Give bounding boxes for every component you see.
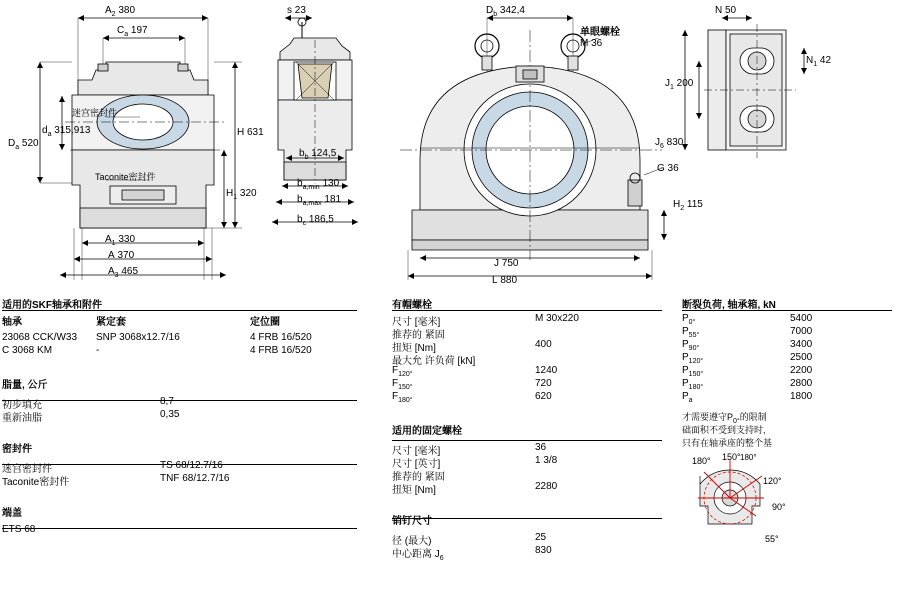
dim-Da: $D_a$ 520 bbox=[8, 138, 39, 151]
angle-label-120: 120° bbox=[763, 476, 782, 486]
left-s3-r0c0: 迷宫密封件 bbox=[2, 464, 52, 475]
middle-table bbox=[390, 296, 670, 562]
mid-s3-title: 销钉尺寸 bbox=[392, 516, 432, 527]
dim-A1: $A_1$ 330 bbox=[105, 234, 136, 247]
right-title: 断裂负荷, 轴承箱, kN bbox=[682, 300, 776, 311]
value-eye-bolt-size: M 36 bbox=[580, 38, 603, 49]
mid-s2-r3c0: 扭矩 [Nm] bbox=[392, 485, 436, 496]
mid-s1-r5c1: 720 bbox=[535, 378, 552, 389]
dim-N: N 50 bbox=[715, 5, 737, 16]
mid-s1-r1c0: 推荐的 紧固 bbox=[392, 330, 445, 341]
mid-s2-r0c1: 36 bbox=[535, 442, 547, 453]
dim-A2: $A_2$ 380 bbox=[105, 5, 136, 18]
angle-label-55: 55° bbox=[765, 534, 779, 544]
dim-J6: $J_6$ 830 bbox=[655, 137, 684, 150]
mid-s3-r0c0: 径 (最大) bbox=[392, 536, 432, 547]
right-note-line3: 只有在轴承座的整个基 bbox=[682, 438, 773, 448]
mid-s2-r1c0: 尺寸 [英寸] bbox=[392, 459, 441, 470]
left-s2-title: 脂量, 公斤 bbox=[2, 380, 48, 391]
drawing-area bbox=[0, 0, 900, 290]
left-s4-r0c0: ETS 68 bbox=[2, 524, 36, 535]
left-s1-r1c2: 4 FRB 16/520 bbox=[250, 345, 312, 356]
right-r5c1: 2800 bbox=[790, 378, 813, 389]
mid-s1-r5c0: $F_{150^\circ}$ bbox=[392, 378, 413, 391]
svg-text:180°: 180° bbox=[740, 454, 757, 462]
side-view-drawing bbox=[390, 0, 680, 290]
mid-s2-r2c0: 推荐的 紧固 bbox=[392, 472, 445, 483]
left-s3-r1c1: TNF 68/12.7/16 bbox=[160, 473, 230, 484]
dim-bc: $b_c$ 186,5 bbox=[297, 214, 334, 227]
mid-s1-r4c1: 1240 bbox=[535, 365, 558, 376]
base-view-dim-left bbox=[655, 0, 715, 200]
dim-L: L 880 bbox=[492, 275, 518, 286]
mid-s2-title: 适用的固定螺栓 bbox=[392, 426, 462, 437]
left-s2-r1c0: 重新油脂 bbox=[2, 413, 42, 424]
dim-G: G 36 bbox=[657, 163, 679, 174]
right-r1c0: $P_{55^\circ}$ bbox=[682, 326, 700, 339]
right-r0c1: 5400 bbox=[790, 313, 813, 324]
front-view-drawing bbox=[10, 0, 270, 290]
left-s4-title: 端盖 bbox=[2, 508, 22, 519]
left-s1-r1c0: C 3068 KM bbox=[2, 345, 53, 356]
mid-s1-title: 有帽螺栓 bbox=[392, 300, 432, 311]
dim-Ca: $C_a$ 197 bbox=[117, 25, 148, 38]
right-r6c0: $P_a$ bbox=[682, 391, 693, 404]
right-r3c0: $P_{120^\circ}$ bbox=[682, 352, 704, 365]
mid-s2-r3c1: 2280 bbox=[535, 481, 558, 492]
note-taconite-seal: Taconite密封件 bbox=[95, 172, 156, 182]
right-r5c0: $P_{180^\circ}$ bbox=[682, 378, 704, 391]
mid-s1-r6c0: $F_{180^\circ}$ bbox=[392, 391, 413, 404]
left-table bbox=[0, 296, 360, 535]
right-note-line2: 础面积不受到支持时, bbox=[682, 425, 766, 435]
right-r4c0: $P_{150^\circ}$ bbox=[682, 365, 704, 378]
mid-s1-r2c0: 扭矩 [Nm] bbox=[392, 343, 436, 354]
left-s1-title: 适用的SKF轴承和附件 bbox=[2, 300, 102, 311]
angle-label-150: 150° bbox=[722, 452, 741, 462]
dim-J1: $J_1$ 200 bbox=[665, 78, 694, 91]
left-s2-r0c0: 初步填充 bbox=[2, 400, 42, 411]
left-s1-h0: 轴承 bbox=[2, 317, 22, 328]
dim-bb: $b_b$ 124,5 bbox=[299, 148, 337, 161]
left-s1-h1: 紧定套 bbox=[96, 317, 126, 328]
note-labyrinth-seal: 迷宫密封件 bbox=[72, 108, 118, 118]
mid-s3-r0c1: 25 bbox=[535, 532, 547, 543]
right-r4c1: 2200 bbox=[790, 365, 813, 376]
mid-s3-r1c0: 中心距离 $J_6$ bbox=[392, 549, 444, 562]
left-s1-r0c1: SNP 3068x12.7/16 bbox=[96, 332, 180, 343]
mid-s1-r3c0: 最大允 许负荷 [kN] bbox=[392, 356, 476, 367]
mid-s1-r0c0: 尺寸 [毫米] bbox=[392, 317, 441, 328]
mid-s1-r4c0: $F_{120^\circ}$ bbox=[392, 365, 413, 378]
base-view-drawing bbox=[700, 0, 880, 200]
left-s2-r1c1: 0,35 bbox=[160, 409, 180, 420]
right-r2c0: $P_{90^\circ}$ bbox=[682, 339, 700, 352]
dim-ba-max: $b_{a,max}$ 181 bbox=[297, 194, 342, 207]
left-s3-title: 密封件 bbox=[2, 444, 32, 455]
section-view-drawing bbox=[250, 0, 390, 290]
left-s3-r0c1: TS 68/12.7/16 bbox=[160, 460, 223, 471]
right-note-line1: 才需要遵守$P_{0^\circ}$的限制 bbox=[682, 412, 767, 425]
right-r0c0: $P_{0^\circ}$ bbox=[682, 313, 696, 326]
left-s1-h2: 定位圈 bbox=[250, 317, 280, 328]
dim-Db: $D_b$ 342,4 bbox=[486, 5, 525, 18]
angle-label-90: 90° bbox=[772, 502, 786, 512]
mid-s1-r2c1: 400 bbox=[535, 339, 552, 350]
dim-H2: $H_2$ 115 bbox=[673, 199, 703, 212]
left-s1-r0c2: 4 FRB 16/520 bbox=[250, 332, 312, 343]
mid-s1-r0c1: M 30x220 bbox=[535, 313, 579, 324]
right-table bbox=[680, 296, 900, 448]
dim-da: $d_a$ 315,913 bbox=[42, 125, 91, 138]
mid-s3-r1c1: 830 bbox=[535, 545, 552, 556]
dim-ba-min: $b_{a,min}$ 130 bbox=[297, 178, 340, 191]
mid-s2-r1c1: 1 3/8 bbox=[535, 455, 558, 466]
mid-s2-r0c0: 尺寸 [毫米] bbox=[392, 446, 441, 457]
dim-J: J 750 bbox=[494, 258, 519, 269]
right-r3c1: 2500 bbox=[790, 352, 813, 363]
right-r2c1: 3400 bbox=[790, 339, 813, 350]
label-eye-bolt: 单眼螺栓 bbox=[580, 27, 620, 38]
dim-H: H 631 bbox=[237, 127, 264, 138]
mid-s1-r6c1: 620 bbox=[535, 391, 552, 402]
left-s1-r0c0: 23068 CCK/W33 bbox=[2, 332, 78, 343]
dim-A3: $A_3$ 465 bbox=[108, 266, 139, 279]
left-s2-r0c1: 8,7 bbox=[160, 396, 174, 407]
dim-H1: $H_1$ 320 bbox=[226, 188, 257, 201]
dim-s: s 23 bbox=[287, 5, 306, 16]
right-r6c1: 1800 bbox=[790, 391, 813, 402]
angle-diagram bbox=[690, 454, 830, 564]
left-s3-r1c0: Taconite密封件 bbox=[2, 477, 70, 488]
dim-N1: $N_1$ 42 bbox=[806, 55, 832, 68]
right-r1c1: 7000 bbox=[790, 326, 813, 337]
left-s1-r1c1: - bbox=[96, 345, 100, 356]
angle-label-180: 180° bbox=[692, 456, 711, 466]
dim-A: A 370 bbox=[108, 250, 135, 261]
